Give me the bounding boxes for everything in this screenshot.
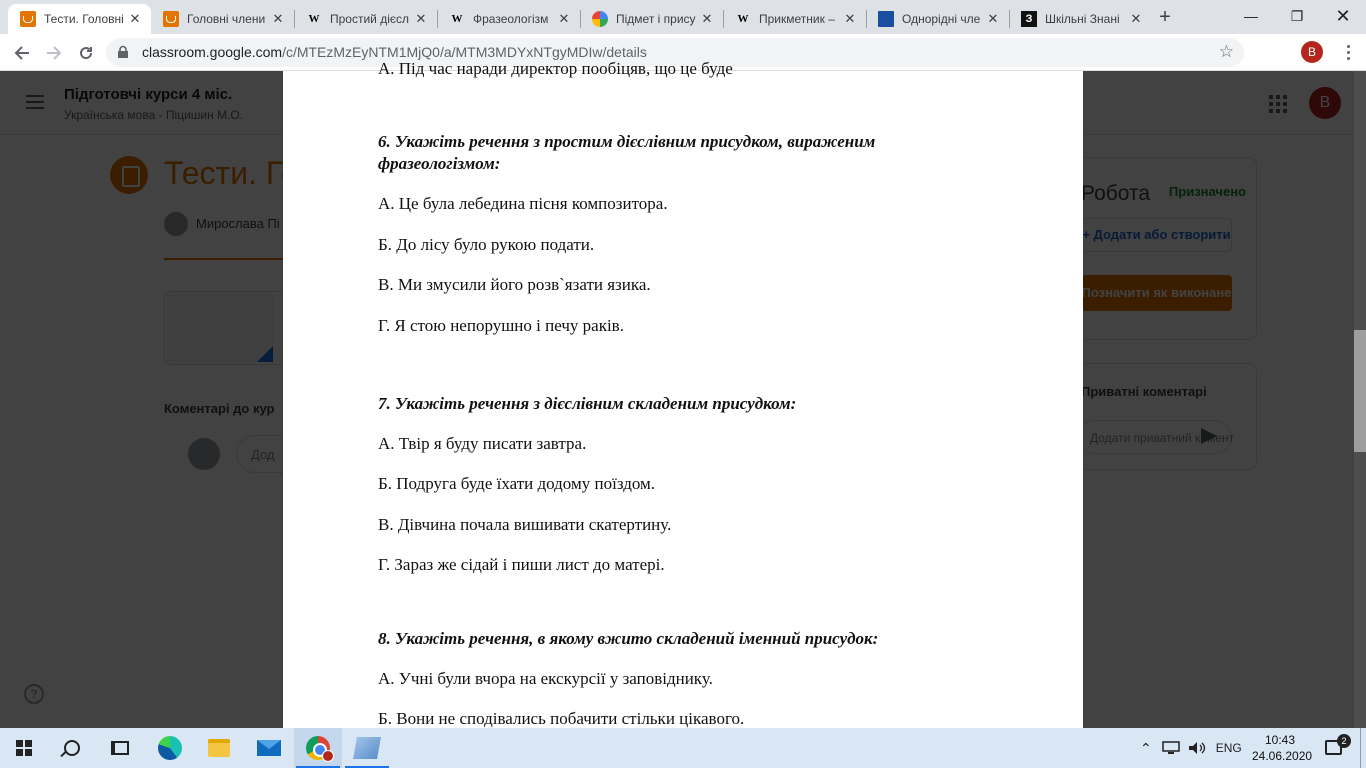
bookmark-star-icon[interactable]: ☆ — [1218, 42, 1234, 61]
wikipedia-icon: W — [308, 13, 320, 25]
close-icon[interactable]: ✕ — [844, 11, 856, 26]
window-close-button[interactable]: ✕ — [1335, 5, 1351, 26]
document-viewer — [283, 59, 1083, 728]
restore-button[interactable]: ❐ — [1290, 7, 1304, 24]
close-icon[interactable]: ✕ — [558, 11, 570, 26]
answer-option: А. Учні були вчора на екскурсії у заповіднику. — [378, 669, 713, 688]
show-desktop-button[interactable] — [1360, 728, 1361, 768]
chevron-up-icon[interactable]: ⌃ — [1140, 739, 1152, 756]
tab-title: Однорідні чле — [902, 12, 981, 26]
mail-app[interactable] — [245, 728, 293, 768]
task-view-icon — [111, 741, 129, 755]
browser-menu-icon[interactable] — [1340, 41, 1356, 63]
answer-option: А. Твір я буду писати завтра. — [378, 434, 587, 453]
answer-option: Б. Вони не сподівались побачити стільки цікавого. — [378, 709, 745, 728]
url-host: classroom.google.com — [142, 44, 283, 60]
edge-app[interactable] — [146, 728, 194, 768]
classroom-page — [0, 59, 1366, 728]
answer-option: Б. До лісу було рукою подати. — [378, 235, 595, 254]
clock-time: 10:43 — [1264, 733, 1296, 747]
file-explorer-app[interactable] — [195, 728, 243, 768]
tab-title: Простий дієсл — [330, 12, 410, 26]
tab[interactable] — [723, 4, 866, 34]
start-button[interactable] — [0, 728, 48, 768]
close-icon[interactable]: ✕ — [272, 11, 284, 26]
scrollbar-thumb[interactable] — [1354, 330, 1366, 452]
tab-active[interactable] — [8, 4, 151, 34]
wikipedia-icon: W — [451, 13, 463, 25]
back-button[interactable] — [8, 39, 36, 67]
folder-icon — [208, 739, 230, 757]
google-classroom-icon — [20, 11, 36, 27]
volume-icon[interactable] — [1188, 741, 1206, 755]
wikipedia-icon: W — [737, 13, 749, 25]
answer-option: А. Це була лебедина пісня композитора. — [378, 194, 668, 213]
mail-icon — [257, 740, 281, 756]
close-icon[interactable]: ✕ — [987, 11, 999, 26]
clock[interactable] — [1252, 732, 1313, 764]
tab-title: Тести. Головні — [44, 12, 124, 26]
question-heading: 6. Укажіть речення з простим дієслівним присудком, вираженим фразеологізмом: — [378, 132, 876, 173]
answer-option: В. Ми змусили його розв`язати язика. — [378, 275, 651, 294]
website-icon — [592, 11, 608, 27]
close-icon[interactable]: ✕ — [701, 11, 713, 26]
forward-button[interactable] — [40, 39, 68, 67]
search-icon — [64, 740, 80, 756]
edge-icon — [158, 736, 182, 760]
arrow-right-icon — [46, 45, 62, 61]
tab[interactable] — [437, 4, 580, 34]
task-view-button[interactable] — [96, 728, 144, 768]
system-tray — [1140, 728, 1242, 768]
reload-button[interactable] — [72, 39, 100, 67]
tab[interactable] — [151, 4, 294, 34]
document-text-line: А. Під час наради директор пообіцяв, що це буде — [378, 59, 733, 78]
search-button[interactable] — [48, 728, 96, 768]
book-icon — [878, 11, 894, 27]
question-heading: 7. Укажіть речення з дієслівним складеним присудком: — [378, 394, 797, 413]
lock-icon — [118, 46, 128, 58]
tab-title: Прикметник – — [759, 12, 835, 26]
tab-title: Підмет і прису — [616, 12, 696, 26]
clock-date: 24.06.2020 — [1252, 749, 1313, 763]
arrow-left-icon — [14, 45, 30, 61]
tab-title: Головні члени — [187, 12, 266, 26]
question-heading: 8. Укажіть речення, в якому вжито складений іменний присудок: — [378, 629, 879, 648]
tab[interactable] — [294, 4, 437, 34]
chrome-app[interactable] — [294, 728, 342, 768]
notes-app[interactable] — [343, 728, 391, 768]
tab[interactable] — [580, 4, 723, 34]
url-path: /c/MTEzMzEyNTM1MjQ0/a/MTM3MDYxNTgyMDIw/details — [282, 44, 647, 60]
znanija-icon: З — [1021, 11, 1037, 27]
network-icon[interactable] — [1162, 741, 1180, 755]
browser-tab-strip — [0, 0, 1366, 34]
answer-option: В. Дівчина почала вишивати скатертину. — [378, 515, 672, 534]
answer-option: Г. Я стою непорушно і печу раків. — [378, 316, 624, 335]
new-tab-button[interactable]: + — [1159, 6, 1171, 28]
reload-icon — [78, 45, 94, 61]
url-text — [142, 44, 647, 60]
windows-logo-icon — [16, 740, 32, 756]
minimize-button[interactable]: — — [1244, 8, 1258, 24]
close-icon[interactable]: ✕ — [129, 11, 141, 26]
tab-title: Шкільні Знані — [1045, 12, 1120, 26]
tab-title: Фразеологізм — [473, 12, 549, 26]
answer-option: Г. Зараз же сідай і пиши лист до матері. — [378, 555, 665, 574]
profile-badge-icon — [322, 750, 334, 762]
windows-taskbar — [0, 728, 1366, 768]
browser-profile-avatar[interactable]: B — [1301, 41, 1323, 63]
tab[interactable] — [866, 4, 1009, 34]
close-icon[interactable]: ✕ — [1130, 11, 1142, 26]
close-icon[interactable]: ✕ — [415, 11, 427, 26]
language-indicator[interactable]: ENG — [1215, 741, 1242, 755]
tab[interactable] — [1009, 4, 1152, 34]
answer-option: Б. Подруга буде їхати додому поїздом. — [378, 474, 656, 493]
notes-icon — [353, 737, 381, 759]
google-classroom-icon — [163, 11, 179, 27]
notification-count: 2 — [1337, 734, 1351, 748]
